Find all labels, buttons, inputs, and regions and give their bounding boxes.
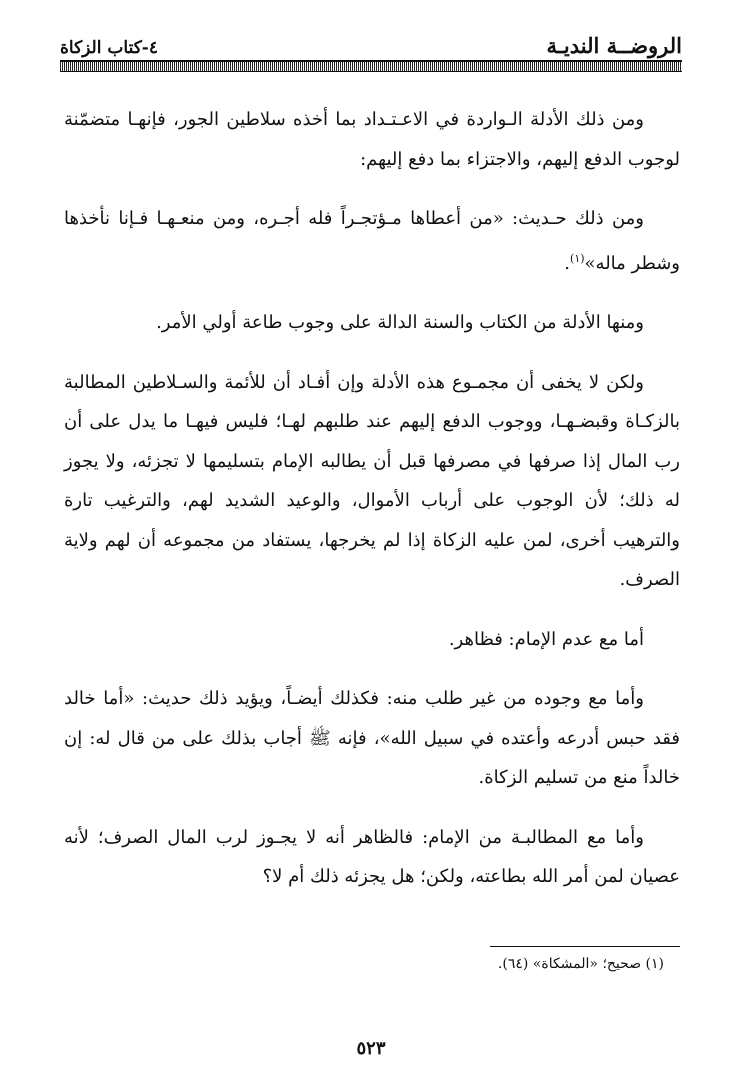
- running-header: [60, 28, 682, 58]
- footnote-marker: (١): [570, 251, 585, 265]
- paragraph-2: ومن ذلك حـديث: «من أعطاها مـؤتجـراً فله أجـره، ومن منعـهـا فـإنا نأخذها وشطر ماله»$^{(١)}$.: [64, 208, 680, 274]
- chapter-title: ٤-كتاب الزكاة: [60, 38, 158, 58]
- paragraph-6: وأما مع وجوده من غير طلب منه: فكذلك أيضـاً، ويؤيد ذلك حديث: «أما خالد فقد حبس أدرعه وأعتده في سبيل الله»، فإنه ﷺ أجاب بذلك على من قال له: إن خالداً منع من تسليم الزكاة.: [64, 688, 680, 788]
- paragraph-3: ومنها الأدلة من الكتاب والسنة الدالة على وجوب طاعة أولي الأمر.: [156, 312, 644, 333]
- page-number: ٥٢٣: [356, 1038, 386, 1059]
- header-rule: [60, 60, 682, 72]
- paragraph-5: أما مع عدم الإمام: فظاهر.: [448, 628, 644, 650]
- footnote-separator: [490, 946, 680, 947]
- body-text: [64, 100, 680, 917]
- paragraph-4: ولكن لا يخفى أن مجمـوع هذه الأدلة وإن أفـاد أن للأئمة والسـلاطين المطالبة بالزكـاة وقبضـهـا، ووجوب الدفع إليهم عند طلبهم لهـا؛ فليس فيهـا ما يدل على أن رب المال إذا صرفها في مصرفها قبل أن يطالبه الإمام بتسليمها لا تجزئه، ولا يجوز له ذلك؛ لأن الوجوب على أرباب الأموال، والوعيد الشديد لهم، والترغيب تارة والترهيب أخرى، لمن عليه الزكاة إذا لم يخرجها، يستفاد من مجموعه أن لهم ولاية الصرف.: [64, 371, 680, 590]
- book-title: الروضــة النديـة: [546, 33, 682, 58]
- footnote: (١) صحيح؛ «المشكاة» (٦٤).: [497, 956, 664, 972]
- paragraph-2-text: ومن ذلك حـديث: «من أعطاها مـؤتجـراً فله أجـره، ومن منعـهـا فـإنا نأخذها وشطر ماله»: [64, 208, 680, 274]
- paragraph-7: وأما مع المطالبـة من الإمام: فالظاهر أنه لا يجـوز لرب المال الصرف؛ لأنه عصيان لمن أمر الله بطاعته، ولكن؛ هل يجزئه ذلك أم لا؟: [64, 826, 680, 887]
- paragraph-1: ومن ذلك الأدلة الـواردة في الاعـتـداد بما أخذه سلاطين الجور، فإنهـا متضمّنة لوجوب الدفع إليهم، والاجتزاء بما دفع إليهم:: [64, 109, 680, 170]
